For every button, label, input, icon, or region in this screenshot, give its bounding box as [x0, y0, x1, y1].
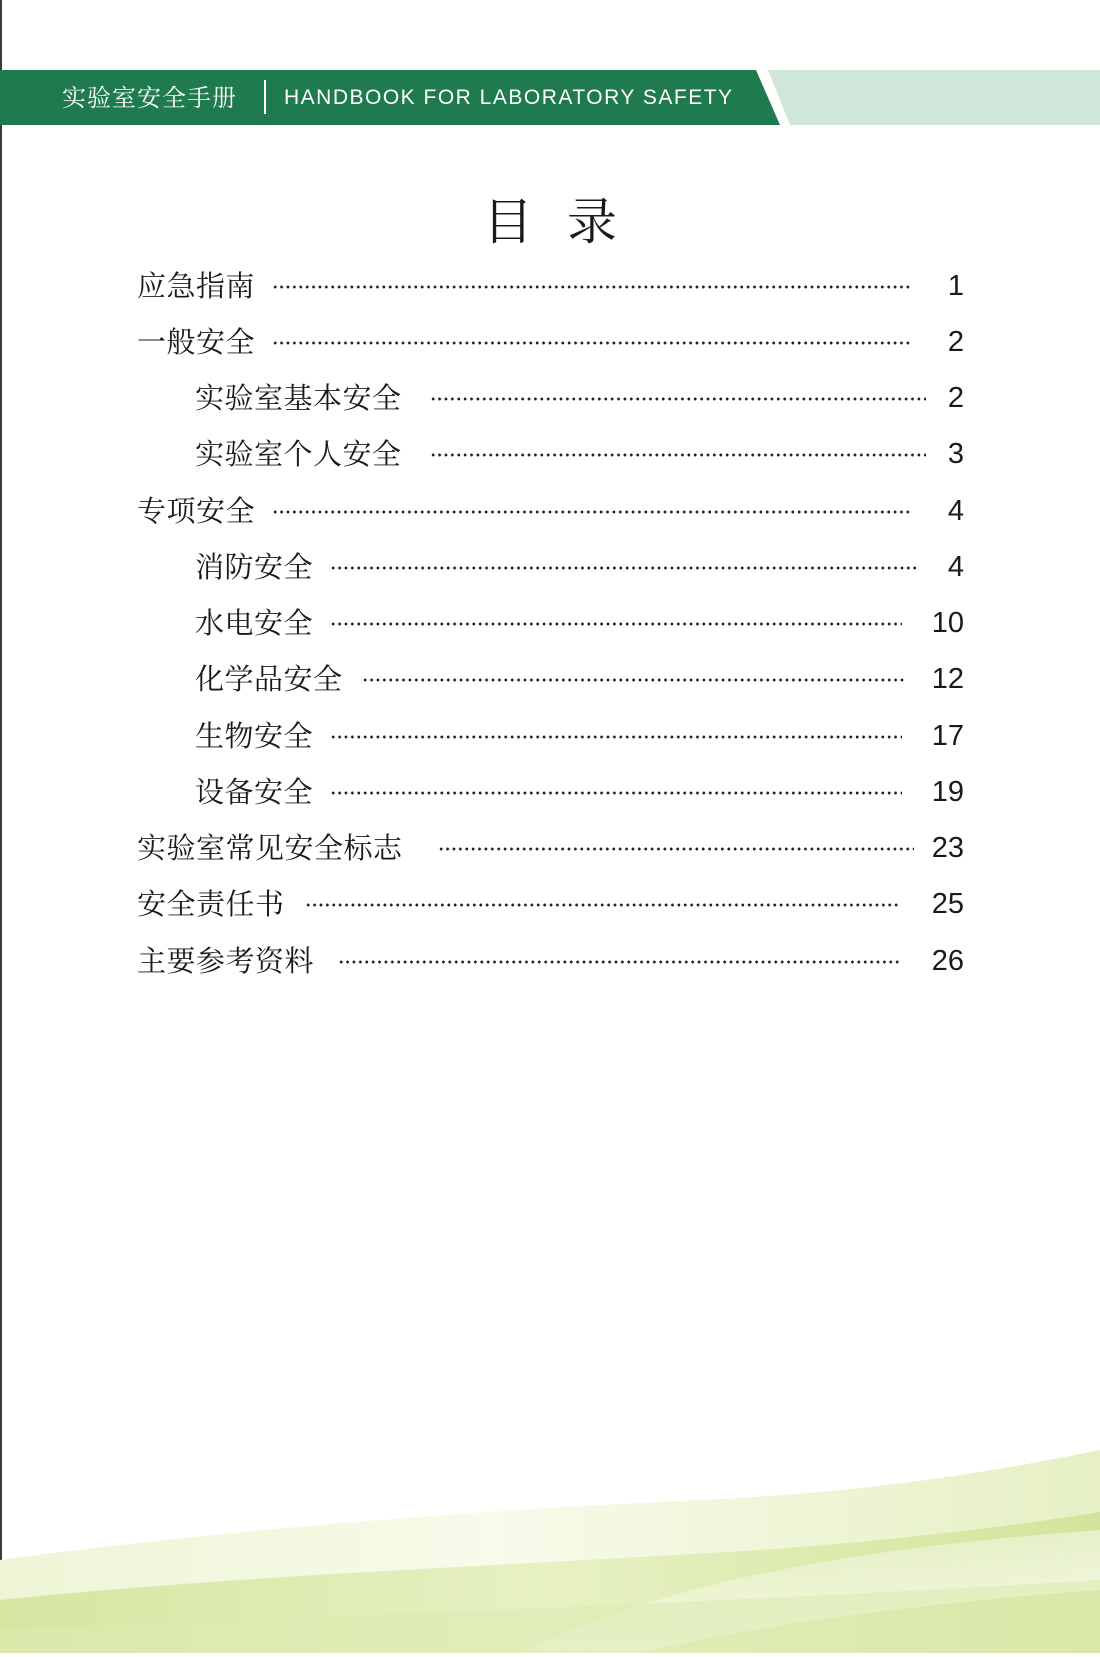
- toc-entry-label: 实验室常见安全标志: [137, 831, 403, 865]
- toc-entry-label: 消防安全: [195, 550, 314, 584]
- toc-entry-leader: [330, 732, 902, 742]
- toc-entry-leader: [330, 619, 902, 629]
- toc-entry-page: 26: [931, 945, 964, 977]
- toc-entry-page: 1: [947, 270, 964, 302]
- toc-entry[interactable]: [0, 434, 1100, 474]
- header-title-en: HANDBOOK FOR LABORATORY SAFETY: [284, 86, 734, 109]
- toc-entry[interactable]: [0, 547, 1100, 587]
- toc-entry[interactable]: [0, 772, 1100, 812]
- header-band-light: [768, 70, 1100, 125]
- toc-entry-page: 25: [931, 888, 964, 920]
- toc-entry[interactable]: [0, 884, 1100, 924]
- toc-entry-page: 4: [947, 551, 964, 583]
- toc-entry-leader: [305, 900, 899, 910]
- toc-entry-page: 12: [931, 663, 964, 695]
- toc-entry[interactable]: [0, 828, 1100, 868]
- toc-entry-label: 专项安全: [137, 494, 256, 528]
- toc-entry-label: 实验室个人安全: [195, 437, 402, 471]
- toc-entry-page: 19: [931, 776, 964, 808]
- toc-entry-leader: [438, 844, 914, 854]
- toc-entry-page: 3: [947, 438, 964, 470]
- toc-entry-leader: [272, 507, 910, 517]
- toc-entry-page: 2: [947, 382, 964, 414]
- toc-entry-page: 2: [947, 326, 964, 358]
- toc-entry-leader: [272, 338, 910, 348]
- toc-entry[interactable]: [0, 603, 1100, 643]
- header-title-cn: 实验室安全手册: [62, 84, 237, 112]
- toc-entry-leader: [330, 563, 916, 573]
- toc-entry-page: 4: [947, 495, 964, 527]
- toc-entry-leader: [430, 394, 926, 404]
- toc-entry-label: 安全责任书: [137, 887, 285, 921]
- toc-entry-leader: [330, 788, 902, 798]
- toc-entry[interactable]: [0, 266, 1100, 306]
- toc-entry[interactable]: [0, 322, 1100, 362]
- toc-entry-label: 一般安全: [137, 325, 256, 359]
- toc-entry-label: 设备安全: [195, 775, 314, 809]
- toc-entry[interactable]: [0, 716, 1100, 756]
- toc-entry[interactable]: [0, 941, 1100, 981]
- toc-entry-label: 水电安全: [195, 606, 314, 640]
- toc-entry-page: 10: [931, 607, 964, 639]
- toc-title: 目录: [483, 193, 651, 251]
- toc-entry-label: 主要参考资料: [137, 944, 315, 978]
- toc-entry[interactable]: [0, 491, 1100, 531]
- header-divider: [264, 80, 266, 114]
- toc-entry-leader: [338, 957, 902, 967]
- toc-entry-leader: [272, 282, 910, 292]
- footer-wave-decoration: [0, 1440, 1100, 1653]
- toc-entry[interactable]: [0, 659, 1100, 699]
- toc-entry-page: 17: [931, 720, 964, 752]
- toc-entry-leader: [430, 450, 926, 460]
- toc-entry-label: 生物安全: [195, 719, 314, 753]
- toc-entry[interactable]: [0, 378, 1100, 418]
- toc-entry-label: 应急指南: [137, 269, 256, 303]
- toc-entry-label: 实验室基本安全: [195, 381, 402, 415]
- toc-entry-leader: [362, 675, 906, 685]
- toc-entry-page: 23: [931, 832, 964, 864]
- toc-entry-label: 化学品安全: [195, 662, 343, 696]
